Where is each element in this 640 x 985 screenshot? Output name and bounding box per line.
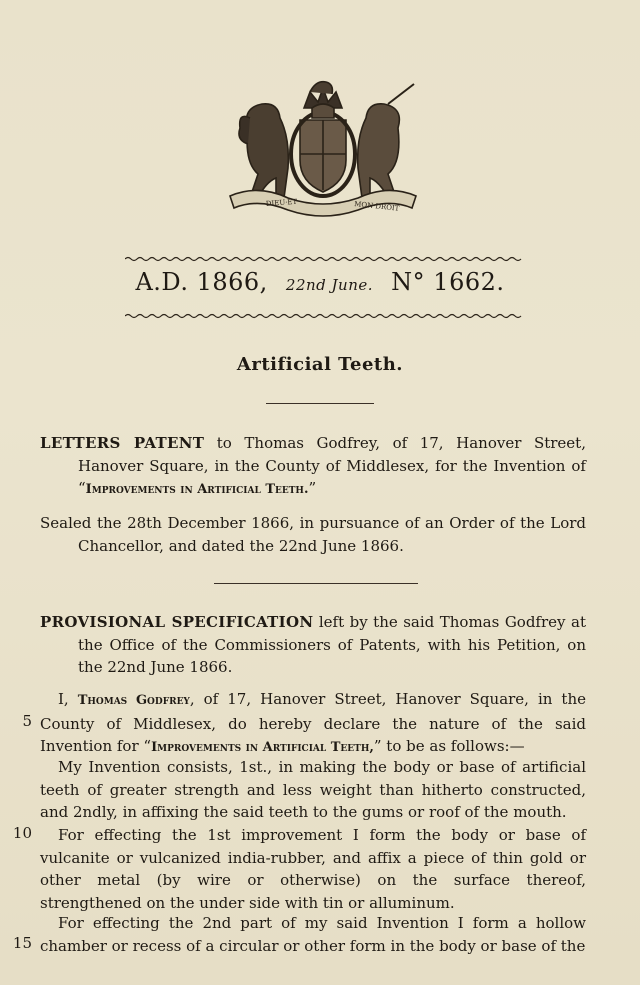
p1-mid: , of 17, Hanover Street, Hanover Square, in the County of Middlesex, do hereby declare the nature of the said Invention for “: [40, 690, 587, 755]
letters-patent-invention: Improvements in Artificial Teeth.: [85, 482, 309, 497]
provisional-text: left by the said Thomas Godfrey at the Office of the Commissioners of Patents, with his Petition, on the 22nd June 1866.: [78, 613, 586, 676]
ornamental-rule-top: [125, 255, 523, 263]
svg-text:MON·DROIT: MON·DROIT: [353, 200, 400, 213]
p1-start: I,: [58, 690, 78, 708]
svg-text:DIEU·ET: DIEU·ET: [265, 197, 298, 208]
provisional-paragraph: [40, 611, 586, 679]
patent-title: Artificial Teeth.: [236, 354, 404, 375]
patent-year: A.D. 1866,: [135, 268, 268, 296]
body-paragraph-2: My Invention consists, 1st., in making the body or base of artificial teeth of greater strength and less weight than hitherto constructed, and 2ndly, in affixing the said teeth to the gums or roof of the mouth.: [40, 758, 586, 821]
ornamental-rule-bottom: [125, 312, 523, 320]
line-number: 10: [12, 824, 32, 842]
sealed-paragraph: Sealed the 28th December 1866, in pursuance of an Order of the Lord Chancellor, and dated the 22nd June 1866.: [40, 514, 586, 555]
p1-end: ” to be as follows:—: [373, 737, 525, 755]
letters-patent-close: ”: [308, 479, 317, 497]
body-paragraph-1: [40, 688, 586, 760]
body-paragraph-3: For effecting the 1st improvement I form the body or base of vulcanite or vulcanized india-rubber, and affix a piece of thin gold or other metal (by wire or otherwise) on the surface thereof, strengthened on the under side with tin or alluminum.: [40, 826, 586, 912]
provisional-lead: PROVISIONAL SPECIFICATION: [40, 613, 314, 631]
letters-patent-text: to Thomas Godfrey, of 17, Hanover Street, Hanover Square, in the County of Middlesex, for the Invention of “: [78, 434, 586, 497]
body-paragraph-4: For effecting the 2nd part of my said Invention I form a hollow chamber or recess of a circular or other form in the body or base of the: [40, 914, 586, 955]
patent-number: N° 1662.: [391, 268, 505, 296]
patent-date: 22nd June.: [285, 276, 374, 294]
p1-invention: Improvements in Artificial Teeth,: [151, 740, 374, 755]
divider-long: [214, 583, 418, 584]
p1-name: Thomas Godfrey: [77, 693, 190, 708]
royal-coat-of-arms: [218, 78, 428, 218]
letters-patent-paragraph: [40, 432, 586, 502]
line-number: 5: [22, 712, 32, 730]
patent-header: [0, 268, 640, 296]
letters-patent-lead: LETTERS PATENT: [40, 434, 205, 452]
line-number: 15: [12, 934, 32, 952]
divider-short: [266, 403, 374, 404]
